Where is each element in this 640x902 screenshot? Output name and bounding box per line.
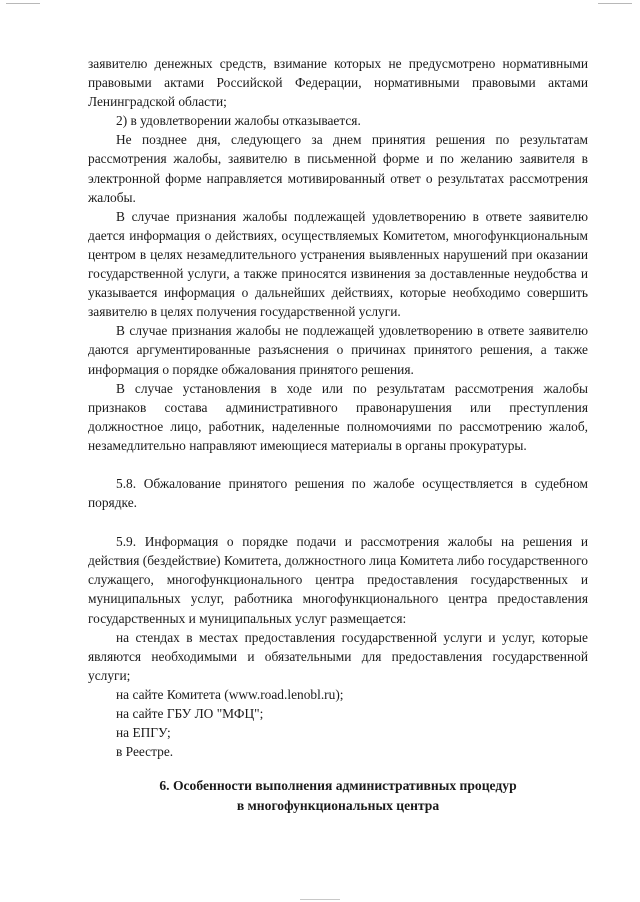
section-heading-line-2: в многофункциональных центра [236,798,440,813]
section-heading [88,776,588,816]
list-item-stands: на стендах в местах предоставления государственной услуги и услуг, которые являются необходимыми и обязательными для предоставления государственной услуги; [88,629,588,683]
section-heading-line-1: 6. Особенности выполнения административных процедур [159,778,517,793]
paragraph-complaint-satisfied: В случае признания жалобы подлежащей удовлетворению в ответе заявителю дается информация о действиях, осуществляемых Комитетом, многофункциональным центром в целях незамедлительного устранения выявленных нарушений при оказании государственной услуги, а также приносятся извинения за доставленные неудобства и указывается информация о дальнейших действиях, которые необходимо совершить заявителю в целях получения государственной услуги. [88,208,588,320]
list-item-registry: в Реестре. [116,744,174,760]
paragraph-refusal: 2) в удовлетворении жалобы отказывается. [116,113,361,129]
document-body [88,54,588,761]
paragraph-response-deadline: Не позднее дня, следующего за днем принятия решения по результатам рассмотрения жалобы, заявителю в письменной форме и по желанию заявителя в электронной форме направляется мотивированный ответ о результатах рассмотрения жалобы. [88,132,588,205]
paragraph-violation-found: В случае установления в ходе или по результатам рассмотрения жалобы признаков состава административного правонарушения или преступления должностное лицо, работник, наделенные полномочиями по рассмотрению жалоб, незамедлительно направляют имеющиеся материалы в органы прокуратуры. [88,380,588,453]
scan-edge-mark [6,3,40,4]
list-item-committee-site: на сайте Комитета (www.road.lenobl.ru); [116,686,344,702]
paragraph-5-8: 5.8. Обжалование принятого решения по жалобе осуществляется в судебном порядке. [88,475,588,511]
list-item-epgu: на ЕПГУ; [116,725,171,741]
paragraph-continuation: заявителю денежных средств, взимание которых не предусмотрено нормативными правовыми актами Российской Федерации, нормативными правовыми актами Ленинградской области; [88,56,588,110]
scan-edge-mark [300,899,340,900]
scan-edge-mark [598,3,632,4]
paragraph-5-9: 5.9. Информация о порядке подачи и рассмотрения жалобы на решения и действия (бездействие) Комитета, должностного лица Комитета либо государственного служащего, многофункционального центра предоставления государственных и муниципальных услуг, работника многофункционального центра предоставления государственных и муниципальных услуг размещается: [88,534,588,626]
list-item-mfc-site: на сайте ГБУ ЛО "МФЦ"; [116,706,264,721]
paragraph-complaint-rejected: В случае признания жалобы не подлежащей удовлетворению в ответе заявителю даются аргументированные разъяснения о причинах принятого решения, а также информация о порядке обжалования принятого решения. [88,323,588,377]
